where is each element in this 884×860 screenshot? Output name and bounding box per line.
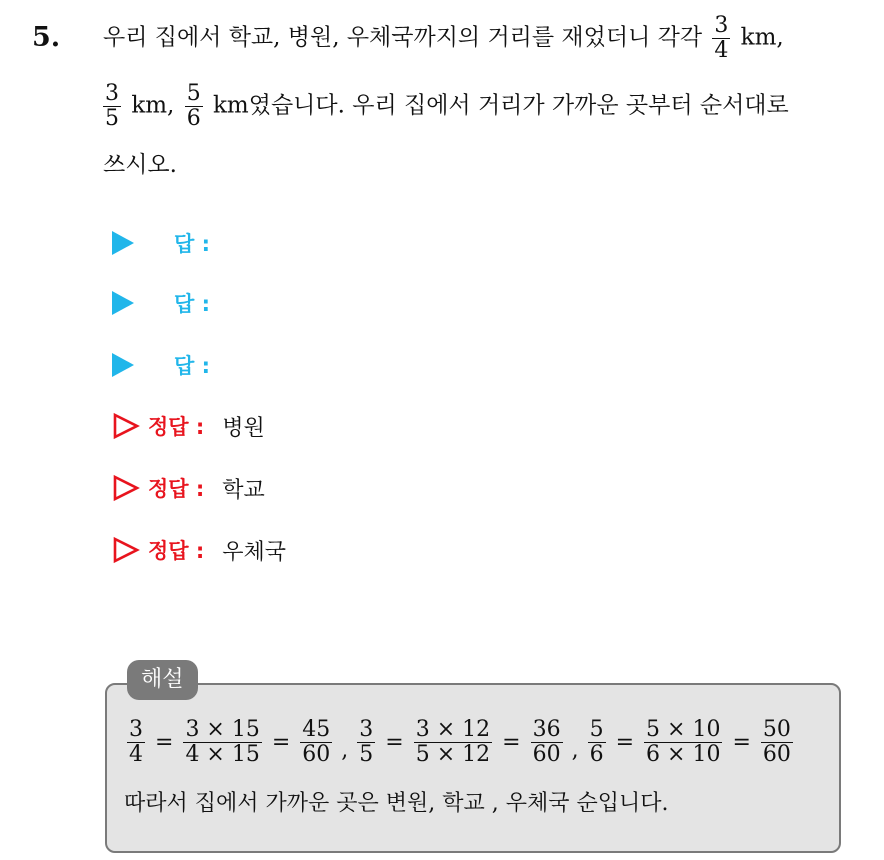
fraction-numerator: 3 (105, 81, 119, 106)
equals-sign: = (732, 730, 751, 755)
question-line-1 (103, 14, 784, 63)
question-line-3: 쓰시오. (103, 152, 177, 178)
math-fraction (588, 718, 606, 767)
fraction-numerator: 3 (359, 717, 374, 742)
fraction-denominator: 6 (589, 742, 604, 767)
unit-text: km, (131, 92, 175, 119)
outline-triangle-icon (112, 474, 140, 502)
correct-value: 우체국 (222, 539, 287, 565)
fraction-denominator: 5 × 12 (415, 742, 491, 767)
fraction-numerator: 5 (589, 717, 604, 742)
correct-answer-row-3 (112, 534, 286, 566)
math-fraction (761, 718, 793, 767)
answer-row-2[interactable] (112, 288, 210, 318)
fraction-numerator: 5 (186, 81, 201, 106)
fraction-numerator: 3 × 15 (185, 717, 260, 742)
question-number: 5. (32, 22, 61, 53)
fraction-denominator: 60 (762, 742, 791, 767)
fraction-denominator: 60 (302, 742, 331, 767)
correct-answer-row-2 (112, 472, 265, 504)
fraction-denominator: 4 (129, 742, 143, 767)
equals-sign: = (615, 730, 635, 755)
question-text-2: km였습니다. 우리 집에서 거리가 가까운 곳부터 순서대로 (213, 92, 789, 119)
correct-value: 학교 (222, 477, 265, 503)
math-fraction (127, 718, 145, 767)
correct-label: 정답 : (148, 477, 205, 501)
answer-row-3[interactable] (112, 350, 210, 380)
fraction-denominator: 4 × 15 (185, 742, 260, 767)
fraction-school (712, 14, 730, 63)
answer-row-1[interactable] (112, 228, 210, 258)
math-fraction (300, 718, 332, 767)
fraction-numerator: 3 (714, 13, 729, 38)
play-triangle-icon (112, 231, 134, 255)
equals-sign: = (502, 730, 521, 755)
math-fraction (183, 718, 261, 767)
correct-label: 정답 : (148, 539, 205, 563)
correct-value: 병원 (222, 415, 265, 441)
math-fraction (644, 718, 722, 767)
fraction-numerator: 36 (532, 717, 561, 742)
math-fraction (414, 718, 492, 767)
fraction-denominator: 5 (359, 742, 374, 767)
equals-sign: = (385, 730, 404, 755)
explanation-math (124, 718, 796, 767)
correct-label: 정답 : (148, 415, 205, 439)
math-fraction (531, 718, 563, 767)
play-triangle-icon (112, 291, 134, 315)
correct-answer-row-1 (112, 410, 265, 442)
fraction-denominator: 5 (105, 106, 119, 131)
fraction-numerator: 3 × 12 (415, 717, 491, 742)
fraction-numerator: 45 (302, 717, 331, 742)
comma-separator: , (341, 738, 349, 763)
outline-triangle-icon (112, 412, 140, 440)
fraction-numerator: 50 (762, 717, 791, 742)
math-fraction (357, 718, 375, 767)
equals-sign: = (155, 730, 174, 755)
outline-triangle-icon (112, 536, 140, 564)
fraction-numerator: 5 × 10 (646, 717, 721, 742)
question-text-1: 우리 집에서 학교, 병원, 우체국까지의 거리를 재었더니 각각 (103, 24, 703, 51)
fraction-denominator: 4 (714, 38, 729, 63)
answer-label: 답 : (174, 292, 210, 316)
fraction-post-office (185, 82, 203, 131)
fraction-numerator: 3 (129, 717, 143, 742)
fraction-denominator: 60 (532, 742, 561, 767)
question-line-2 (103, 82, 789, 131)
answer-label: 답 : (174, 232, 210, 256)
explanation-conclusion: 따라서 집에서 가까운 곳은 변원, 학교 , 우체국 순입니다. (124, 791, 669, 816)
fraction-denominator: 6 × 10 (646, 742, 721, 767)
fraction-hospital (103, 82, 121, 131)
explanation-tab: 해설 (127, 660, 198, 700)
play-triangle-icon (112, 353, 134, 377)
answer-label: 답 : (174, 354, 210, 378)
equals-sign: = (271, 730, 291, 755)
fraction-denominator: 6 (186, 106, 201, 131)
explanation-box (105, 683, 841, 853)
comma-separator: , (571, 738, 579, 763)
unit-text: km, (740, 24, 784, 51)
